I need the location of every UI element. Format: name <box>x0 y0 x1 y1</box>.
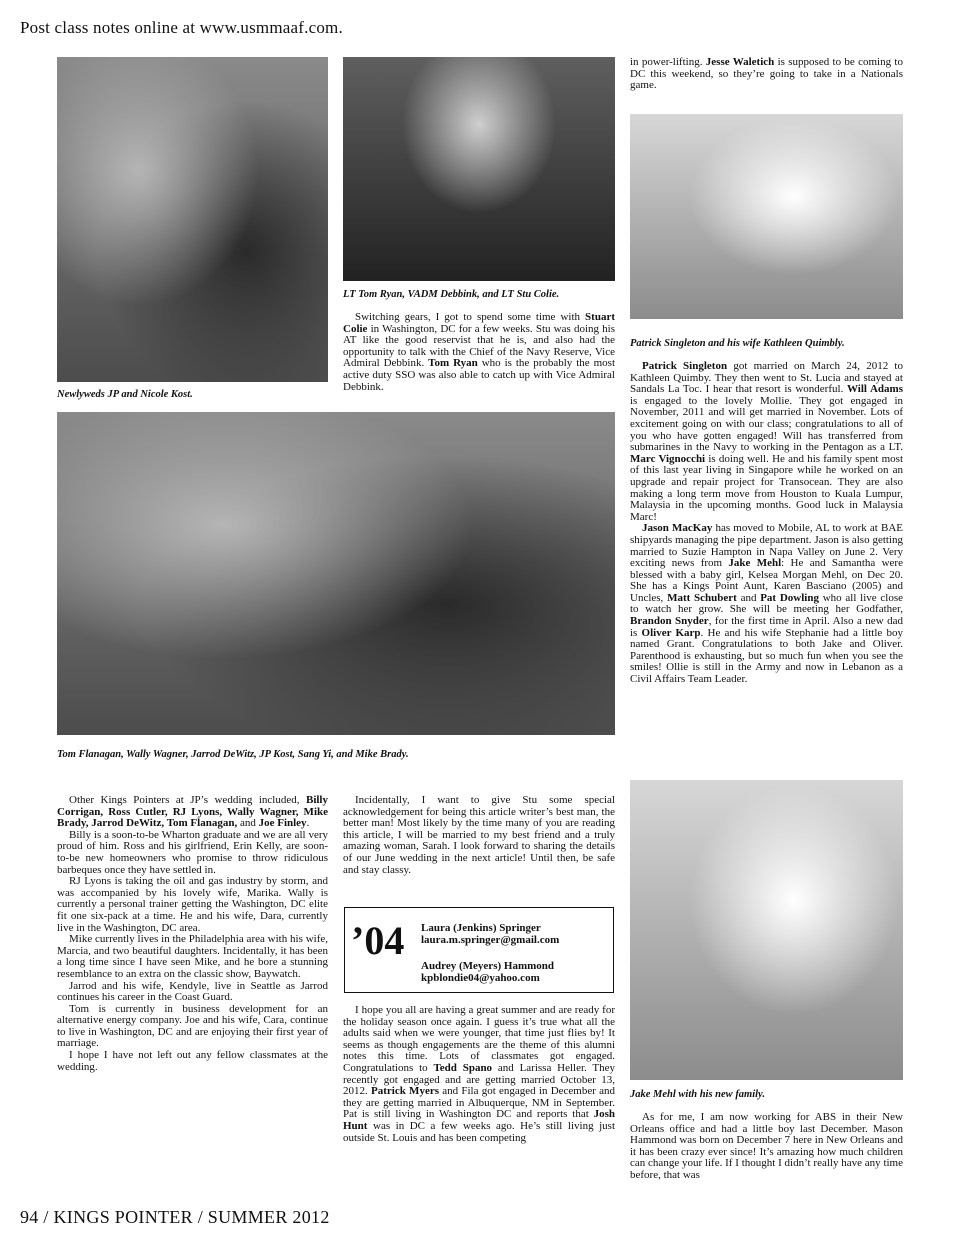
caption-mehl: Jake Mehl with his new family. <box>630 1089 765 1100</box>
class-year: ’04 <box>351 918 405 963</box>
caption-singleton: Patrick Singleton and his wife Kathleen Quimbly. <box>630 338 845 349</box>
caption-group: Tom Flanagan, Wally Wagner, Jarrod DeWitz, JP Kost, Sang Yi, and Mike Brady. <box>57 749 409 760</box>
photo-mehl-family <box>630 780 903 1080</box>
contact-email-2: kpblondie04@yahoo.com <box>421 972 540 984</box>
photo-kost-wedding <box>57 57 328 382</box>
photo-singleton-wedding <box>630 114 903 319</box>
page-header: Post class notes online at www.usmmaaf.com. <box>20 18 343 37</box>
article-mid-bottom-2: I hope you all are having a great summer and are ready for the holiday season once again. I guess it’s true what all the adults said when we were younger, that time just flies by! It seems as though engagements are the theme of this alumni notes this time. Lots of classmates got engaged. Congratulations to Tedd Spano and Larissa Heller. They recently got engaged and are getting married October 13, 2012. Patrick Myers and Fila got engaged in December and they are getting married in Albuquerque, NM in September. Pat is still living in Washington DC and reports that Josh Hunt was in DC a few weeks ago. He’s still living just outside St. Louis and has been competing <box>343 1004 616 1144</box>
article-mid-top: Switching gears, I got to spend some time with Stuart Colie in Washington, DC for a few weeks. Stu was doing his AT like the good reservist that he is, and also had the opportunity to talk with the Chief of the Navy Reserve, Vice Admiral Debbink. Tom Ryan who is the probably the most active duty SSO was also able to catch up with Vice Admiral Debbink. <box>343 311 616 393</box>
article-right-mid: Patrick Singleton got married on March 24, 2012 to Kathleen Quimby. They then went to St. Lucia and stayed at Sandals La Toc. I hear that resort is wonderful. Will Adams is engaged to the lovely Mollie. They got engaged in November, 2011 and will get married in November. Lots of excitement going on with our class; congratulations to all of you who have gotten engaged! Will has transferred from submarines in the Navy to working in the Pentagon as a LT. Marc Vignocchi is doing well. He and his family spent most of this last year living in Singapore while he worked on an upgrade and repair project for Transocean. They are also making a long term move from Houston to Kuala Lumpur, Malaysia in the upcoming months. Good luck in Malaysia Marc! Jason MacKay has moved to Mobile, AL to work at BAE shipyards managing the pipe department. Jason is also getting married to Suzie Hampton in Napa Valley on June 2. Very exciting news from Jake Mehl: He and Samantha were blessed with a baby girl, Kelsea Morgan Mehl, on Dec 20. She has a Kings Point Aunt, Karen Basciano (2005) and Uncles, Matt Schubert and Pat Dowling who all live close to watch her grow. She will be meeting her Godfather, Brandon Snyder, for the first time in April. Also a new dad is Oliver Karp. He and his wife Stephanie had a little boy named Grant. Congratulations to both Jake and Oliver. Parenthood is exhausting, but so much fun when you see the smiles! Ollie is still in the Army and now in Lebanon as a Civil Affairs Team Leader. <box>630 360 904 686</box>
photo-group-wedding <box>57 412 615 735</box>
caption-ryan: LT Tom Ryan, VADM Debbink, and LT Stu Colie. <box>343 289 560 300</box>
article-mid-bottom-1: Incidentally, I want to give Stu some special acknowledgement for being this article writer’s best man, the better man! Most likely by the time many of you are reading this article, I will be married to my best friend and a truly amazing woman, Sarah. I look forward to sharing the details of our June wedding in the next article! Until then, be safe and stay classy. <box>343 794 615 876</box>
class-2004-contact-box <box>344 907 614 993</box>
contact-email-1: laura.m.springer@gmail.com <box>421 934 560 946</box>
article-right-top: in power-lifting. Jesse Waletich is supposed to be coming to DC this weekend, so they’re going to take in a Nationals game. <box>630 56 903 92</box>
photo-ryan-debbink-colie <box>343 57 615 281</box>
page-footer: 94 / KINGS POINTER / SUMMER 2012 <box>20 1207 330 1227</box>
contact-name-2: Audrey (Meyers) Hammond <box>421 960 554 972</box>
article-right-bottom: As for me, I am now working for ABS in their New Orleans office and had a little boy last December. Mason Hammond was born on December 7 here in New Orleans and it has been crazy ever since! It’s amazing how much children can change your life. If I thought I didn’t really have any time before, that was <box>630 1111 903 1181</box>
contact-name-1: Laura (Jenkins) Springer <box>421 922 541 934</box>
caption-kost: Newlyweds JP and Nicole Kost. <box>57 389 193 400</box>
article-left-bottom: Other Kings Pointers at JP’s wedding included, Billy Corrigan, Ross Cutler, RJ Lyons, Wally Wagner, Mike Brady, Jarrod DeWitz, Tom Flanagan, and Joe Finley. Billy is a soon-to-be Wharton graduate and we are all very proud of him. Ross and his girlfriend, Erin Kelly, are soon-to-be new homeowners who promise to throw ridiculous barbeques once they have settled in. RJ Lyons is taking the oil and gas industry by storm, and was accompanied by his lovely wife, Marika. Wally is currently a personal trainer getting the Washington, DC elite fit one six-pack at a time. He and his wife, Dara, currently live in the Washington, DC area. Mike currently lives in the Philadelphia area with his wife, Marcia, and two beautiful daughters. Incidentally, it has been a long time since I have seen Mike, and he bore a stunning resemblance to an extra on the classic show, Baywatch. Jarrod and his wife, Kendyle, live in Seattle as Jarrod continues his career in the Coast Guard. Tom is currently in business development for an alternative energy company. Joe and his wife, Cara, continue to live in Washington, DC and are enjoying their first year of marriage. I hope I have not left out any fellow classmates at the wedding. <box>57 794 328 1073</box>
